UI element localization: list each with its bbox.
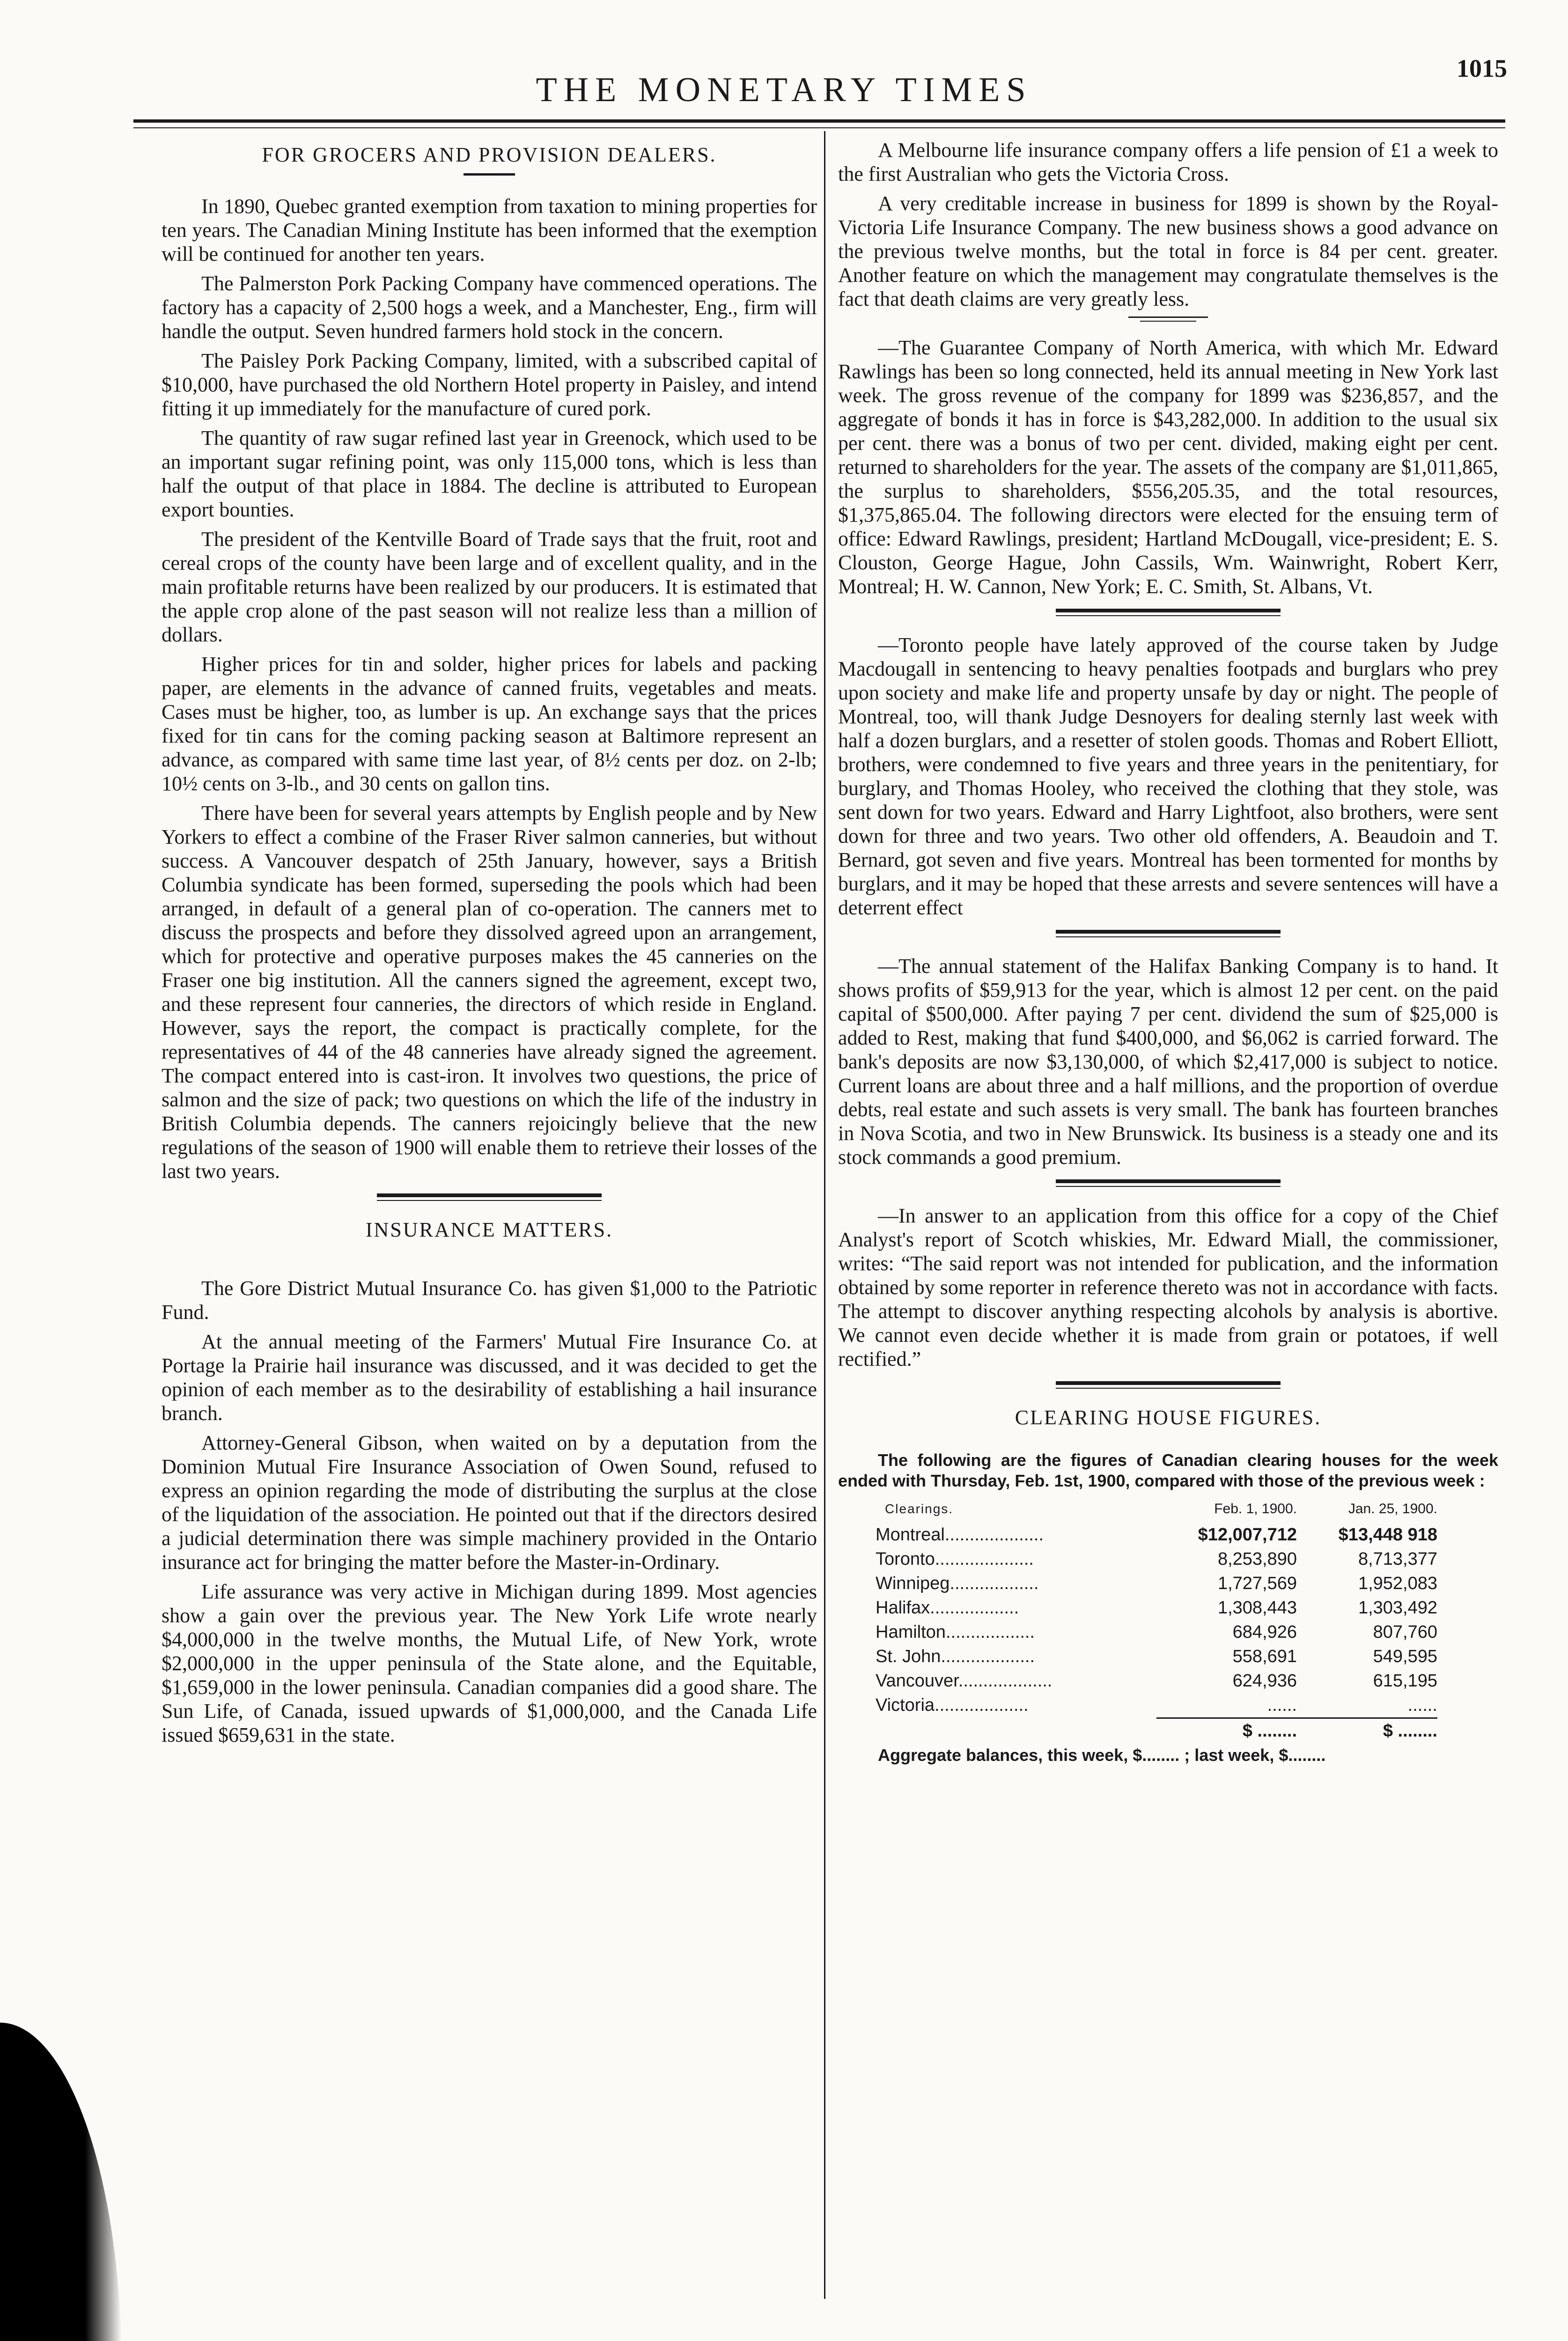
section-separator bbox=[1056, 1381, 1281, 1389]
page-binding-shadow bbox=[0, 2023, 122, 2341]
column-header-jan: Jan. 25, 1900. bbox=[1348, 1501, 1437, 1516]
right-column bbox=[838, 138, 1498, 1773]
clearing-table-header bbox=[876, 1497, 1437, 1523]
page-number: 1015 bbox=[1457, 54, 1507, 82]
city-name: Toronto bbox=[876, 1549, 935, 1569]
total-jan: $ ........ bbox=[1297, 1718, 1437, 1744]
value-feb: $12,007,712 bbox=[1198, 1524, 1297, 1545]
clearing-heading: CLEARING HOUSE FIGURES. bbox=[1015, 1406, 1322, 1429]
column-header-feb: Feb. 1, 1900. bbox=[1214, 1501, 1297, 1516]
leader-dots: ................... bbox=[958, 1671, 1053, 1691]
table-row bbox=[876, 1620, 1437, 1644]
table-row bbox=[876, 1596, 1437, 1620]
section-dash bbox=[464, 173, 515, 176]
city-name: Winnipeg bbox=[876, 1573, 950, 1593]
grocers-paragraph: The quantity of raw sugar refined last year in Greenock, which used to be an important sugar refining point, was only 115,000 tons, which is less than half the output of that place in 1884. The decline is attributed to European export bounties. bbox=[162, 427, 817, 521]
insurance-paragraph: Life assurance was very active in Michigan during 1899. Most agencies show a gain over the previous year. The New York Life wrote nearly $4,000,000 in the twelve months, the Mutual Life, of New York, wrote $2,000,000 in the upper peninsula of the State alone, and the Equitable, $1,659,000 in the lower peninsula. Canadian companies did a good share. The Sun Life, of Canada, issued upwards of $1,000,000, and the Canada Life issued $659,631 in the state. bbox=[162, 1580, 817, 1746]
value-jan: $13,448 918 bbox=[1338, 1524, 1437, 1545]
grocers-paragraph: Higher prices for tin and solder, higher prices for labels and packing paper, are elements in the advance of canned fruits, vegetables and meats. Cases must be higher, too, as lumber is up. An exchange says that the prices fixed for tin cans for the coming packing season at Baltimore represent an advance, as compared with same time last year, of 8½ cents per doz. on 2-lb; 10½ cents on 3-lb., and 30 cents on gallon tins. bbox=[162, 653, 817, 795]
city-name: Hamilton bbox=[876, 1622, 946, 1642]
table-row bbox=[876, 1523, 1437, 1547]
value-jan: 807,760 bbox=[1373, 1622, 1437, 1642]
value-feb: 684,926 bbox=[1232, 1622, 1297, 1642]
whiskies-paragraph: —In answer to an application from this office for a copy of the Chief Analyst's report of Scotch whiskies, Mr. Edward Miall, the commissioner, writes: “The said report was not intended for publication, and the information obtained by some reporter in reference thereto was not in accordance with facts. The attempt to discover anything respecting alcohols by analysis is abortive. We cannot even decide whether it is made from grain or potatoes, if well rectified.” bbox=[838, 1204, 1498, 1370]
city-name: Victoria bbox=[876, 1695, 935, 1715]
header-rule-thin bbox=[133, 127, 1505, 128]
leader-dots: .................... bbox=[935, 1549, 1034, 1569]
section-separator bbox=[1128, 317, 1208, 322]
grocers-heading: FOR GROCERS AND PROVISION DEALERS. bbox=[262, 143, 717, 166]
leader-dots: .................. bbox=[930, 1597, 1019, 1618]
insurance-paragraph: At the annual meeting of the Farmers' Mutual Fire Insurance Co. at Portage la Prairie hail insurance was discussed, and it was decided to get the opinion of each member as to the desirability of establishing a hail insurance branch. bbox=[162, 1330, 817, 1425]
value-jan: 549,595 bbox=[1373, 1646, 1437, 1666]
masthead bbox=[0, 70, 1568, 126]
total-feb: $ ........ bbox=[1156, 1718, 1297, 1744]
insurance-heading: INSURANCE MATTERS. bbox=[365, 1218, 613, 1241]
grocers-paragraph: There have been for several years attempts by English people and by New Yorkers to effect a combine of the Fraser River salmon canneries, but without success. A Vancouver despatch of 25th January, however, says a British Columbia syndicate has been formed, superseding the pools which had been arranged, in default of a general plan of co-operation. The canners met to discuss the prospects and before they dissolved agreed upon an arrangement, which for protective and operative purposes makes the 45 canneries on the Fraser one big institution. All the canners signed the agreement, except two, and these represent four canneries, the directors of which reside in England. However, says the report, the compact is practically complete, for the representatives of 44 of the 48 canneries have already signed the agreement. The compact entered into is cast-iron. It involves two questions, the price of salmon and the size of pack; two questions on which the life of the industry in British Columbia depends. The canners rejoicingly believe that the new regulations of the season of 1900 will enable them to retrieve their losses of the last two years. bbox=[162, 802, 817, 1183]
publication-title: THE MONETARY TIMES bbox=[536, 71, 1032, 109]
value-jan: ...... bbox=[1407, 1695, 1437, 1715]
totals-row bbox=[876, 1718, 1437, 1744]
leader-dots: ................... bbox=[935, 1695, 1029, 1715]
section-separator bbox=[1056, 930, 1281, 937]
value-feb: 1,308,443 bbox=[1217, 1597, 1297, 1618]
column-divider bbox=[824, 131, 825, 2299]
section-separator bbox=[1056, 1179, 1281, 1187]
toronto-paragraph: —Toronto people have lately approved of the course taken by Judge Macdougall in sentencing to heavy penalties footpads and burglars who prey upon society and make life and property unsafe by day or night. The people of Montreal, too, will thank Judge Desnoyers for dealing sternly last week with half a dozen burglars, and a resetter of stolen goods. Thomas and Robert Elliott, brothers, were condemned to five years and three years in the penitentiary, for burglary, and Thomas Hooley, who received the clothing that they stole, was sent down for two years. Edward and Harry Lightfoot, also brothers, were sent down for three and two years. Two other old offenders, A. Beaudoin and T. Bernard, got seven and five years. Montreal has been tormented for months by burglars, and it may be hoped that these arrests and severe sentences will have a deterrent effect bbox=[838, 633, 1498, 919]
guarantee-paragraph: —The Guarantee Company of North America, with which Mr. Edward Rawlings has been so long connected, held its annual meeting in New York last week. The gross revenue of the company for 1899 was $236,857, and the aggregate of bonds it has in force is $43,282,000. In addition to the usual six per cent. there was a bonus of two per cent. divided, making eight per cent. returned to shareholders for the year. The assets of the company are $1,011,865, the surplus to shareholders, $556,205.35, and the total resources, $1,375,865.04. The following directors were elected for the ensuing term of office: Edward Rawlings, president; Hartland McDougall, vice-president; E. S. Clouston, George Hague, John Cassils, Wm. Wainwright, Robert Kerr, Montreal; H. W. Cannon, New York; E. C. Smith, St. Albans, Vt. bbox=[838, 336, 1498, 598]
table-row bbox=[876, 1644, 1437, 1669]
leader-dots: .................. bbox=[945, 1622, 1035, 1642]
city-name: Montreal bbox=[876, 1524, 945, 1545]
value-jan: 615,195 bbox=[1373, 1671, 1437, 1691]
insurance-paragraph: The Gore District Mutual Insurance Co. has given $1,000 to the Patriotic Fund. bbox=[162, 1277, 817, 1324]
leader-dots: .................. bbox=[950, 1573, 1039, 1593]
section-separator bbox=[377, 1193, 602, 1201]
left-column bbox=[162, 138, 817, 1752]
value-jan: 1,952,083 bbox=[1358, 1573, 1437, 1593]
pension-paragraph: A Melbourne life insurance company offers a life pension of £1 a week to the first Australian who gets the Victoria Cross. bbox=[838, 139, 1498, 185]
value-feb: 558,691 bbox=[1232, 1646, 1297, 1666]
value-jan: 8,713,377 bbox=[1358, 1549, 1437, 1569]
grocers-paragraph: The president of the Kentville Board of Trade says that the fruit, root and cereal crops of the county have been large and of excellent quality, and in the main profitable returns have been realized by our producers. It is estimated that the apple crop alone of the past season will not realize less than a million of dollars. bbox=[162, 528, 817, 646]
value-feb: ...... bbox=[1267, 1695, 1297, 1715]
city-name: Halifax bbox=[876, 1597, 930, 1618]
city-name: St. John bbox=[876, 1646, 941, 1666]
halifax-paragraph: —The annual statement of the Halifax Banking Company is to hand. It shows profits of $59,913 for the year, which is almost 12 per cent. on the paid capital of $500,000. After paying 7 per cent. dividend the sum of $25,000 is added to Rest, making that fund $400,000, and $6,062 is carried forward. The bank's deposits are now $3,130,000, of which $2,417,000 is subject to notice. Current loans are about three and a half millions, and the proportion of overdue debts, real estate and such assets is very small. The bank has fourteen branches in Nova Scotia, and two in New Brunswick. Its business is a steady one and its stock commands a good premium. bbox=[838, 955, 1498, 1169]
value-feb: 624,936 bbox=[1232, 1671, 1297, 1691]
clearing-intro: The following are the figures of Canadian clearing houses for the week ended with Thursday, Feb. 1st, 1900, compared with those of the previous week : bbox=[838, 1450, 1498, 1490]
table-row bbox=[876, 1571, 1437, 1596]
header-rule bbox=[133, 119, 1505, 123]
leader-dots: ................... bbox=[941, 1646, 1035, 1666]
grocers-paragraph: The Paisley Pork Packing Company, limited, with a subscribed capital of $10,000, have purchased the old Northern Hotel property in Paisley, and intend fitting it up immediately for the manufacture of cured pork. bbox=[162, 349, 817, 420]
clearing-table bbox=[876, 1497, 1437, 1743]
leader-dots: .................... bbox=[944, 1524, 1044, 1545]
aggregate-balances: Aggregate balances, this week, $........ ; last week, $........ bbox=[878, 1745, 1326, 1765]
grocers-paragraph: The Palmerston Pork Packing Company have commenced operations. The factory has a capacity of 2,500 hogs a week, and a Manchester, Eng., firm will handle the output. Seven hundred farmers hold stock in the concern. bbox=[162, 272, 817, 343]
value-feb: 8,253,890 bbox=[1217, 1549, 1297, 1569]
value-jan: 1,303,492 bbox=[1358, 1597, 1437, 1618]
table-row bbox=[876, 1547, 1437, 1571]
royal-victoria-paragraph: A very creditable increase in business for 1899 is shown by the Royal-Victoria Life Insurance Company. The new business shows a good advance on the previous twelve months, but the total in force is 84 per cent. greater. Another feature on which the management may congratulate themselves is the fact that death claims are very greatly less. bbox=[838, 192, 1498, 310]
grocers-paragraph: In 1890, Quebec granted exemption from taxation to mining properties for ten years. The Canadian Mining Institute has been informed that the exemption will be continued for another ten years. bbox=[162, 195, 817, 265]
table-row bbox=[876, 1693, 1437, 1718]
city-name: Vancouver bbox=[876, 1671, 958, 1691]
clearings-label: Clearings. bbox=[885, 1502, 954, 1516]
section-separator bbox=[1056, 609, 1281, 616]
value-feb: 1,727,569 bbox=[1217, 1573, 1297, 1593]
table-row bbox=[876, 1669, 1437, 1693]
insurance-paragraph: Attorney-General Gibson, when waited on by a deputation from the Dominion Mutual Fire Insurance Association of Owen Sound, refused to express an opinion regarding the mode of distributing the surplus at the close of the liquidation of the association. He pointed out that if the directors desired a judicial determination there was simple machinery provided in the Ontario insurance act for bringing the matter before the Master-in-Ordinary. bbox=[162, 1431, 817, 1574]
